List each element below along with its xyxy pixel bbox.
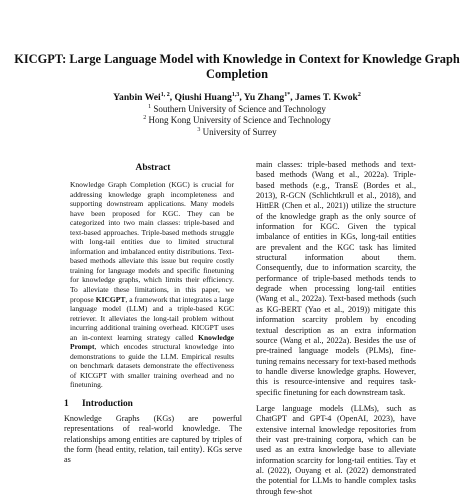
left-column (64, 148, 242, 466)
author-name: Qiushi Huang (174, 92, 232, 103)
affiliation-marker: 1 (148, 104, 152, 110)
body-paragraph: Large language models (LLMs), such as ChatGPT and GPT-4 (OpenAI, 2023), have extensive internal knowledge repositories from their vast pre-training corpora, which can be used as an extra knowledge base to alleviate information scarcity for long-tail entities. Tay et al. (2022), Ouyang et al. (2022) demonstrated the potential for LLMs to handle complex tasks through few-shot (256, 403, 416, 496)
author-list: Yanbin Wei$^{1, 2}$, Qiushi Huang$^{1,3}$, Yu Zhang$^{1*}$, James T. Kwok$^2$ (113, 91, 361, 103)
section-title: Introduction (82, 399, 133, 410)
abstract-keyword: Knowledge Prompt (70, 332, 234, 352)
author-affil-marker: 1* (284, 91, 291, 98)
section-number: 1 (64, 399, 69, 410)
affiliation (0, 104, 474, 115)
affiliation-marker: 3 (197, 126, 201, 133)
section-heading-introduction (64, 398, 242, 410)
abstract-part: , a framework that integrates a large language model (LLM) and a triple-based KGC retriever. It alleviates the long-tail problem without incurring additional training overhead. KICGPT uses an in-context learning strategy called (70, 294, 235, 342)
abstract-text (70, 180, 234, 390)
abstract-heading: Abstract (135, 163, 171, 173)
right-column (256, 160, 416, 497)
abstract-part: Knowledge Graph Completion (KGC) is crucial for addressing knowledge graph incompleteness and supporting downstream applications. Many models have been proposed for KGC. They can be categorized into two main classes: triple-based and text-based approaches. Triple-based methods struggle with long-tail entities due to limited structural information and imbalanced entity distributions. Text-based methods alleviate this issue but require costly training for language models and specific finetuning for knowledge graphs, which limits their efficiency. To alleviate these limitations, in this paper, we propose (70, 180, 234, 304)
abstract-keyword: KICGPT (95, 294, 126, 304)
affiliation-name: Hong Kong University of Science and Technology (148, 115, 331, 126)
paper-title: KICGPT: Large Language Model with Knowledge in Context for Knowledge Graph Completion (14, 52, 460, 81)
author-name: Yanbin Wei (113, 92, 161, 103)
affiliation-list (0, 104, 474, 138)
body-paragraph: main classes: triple-based methods and text-based methods (Wang et al., 2022a). Triple-based methods (e.g., TransE (Bordes et al., 2013), R-GCN (Schlichtkrull et al., 2018), and HittER (Chen et al., 2021)) utilize the structure of the knowledge graph as the only source of information for KGC. Given the typical imbalance of entities in KGs, long-tail entities are prevalent and the KGC task has limited structural information about them. Consequently, due to information scarcity, the performance of triple-based methods tends to degrade when processing long-tail entities (Wang et al., 2022a). Text-based methods (such as KG-BERT (Yao et al., 2019)) mitigate this information scarcity problem by encoding textual description as an extra information source (Wang et al., 2022a). Besides the use of pre-trained language models (PLMs), fine-tuning remains necessary for text-based methods to handle diverse knowledge graphs. However, this is resource-intensive and requires task-specific finetuning for each downstream task. (256, 160, 416, 397)
affiliation (0, 115, 474, 126)
author-affil-marker: 1, 2 (160, 91, 170, 98)
author-affil-marker: 2 (357, 91, 361, 98)
affiliation (0, 127, 474, 138)
affiliation-name: Southern University of Science and Technology (153, 104, 326, 114)
author-name: James T. Kwok (295, 92, 358, 103)
affiliation-marker: 2 (143, 115, 147, 122)
author-name: Yu Zhang (243, 92, 285, 103)
abstract-part: , which encodes structural knowledge into demonstrations to guide the LLM. Empirical results on benchmark datasets demonstrate the effectiveness of KICGPT with smaller training overhead and no finetuning. (70, 342, 234, 390)
author-affil-marker: 1,3 (231, 91, 240, 98)
affiliation-name: University of Surrey (202, 126, 277, 137)
intro-paragraph: Knowledge Graphs (KGs) are powerful representations of real-world knowledge. The relationships among entities are captured by triples of the form ⟨head entity, relation, tail entity⟩. KGs serve as (64, 414, 242, 465)
